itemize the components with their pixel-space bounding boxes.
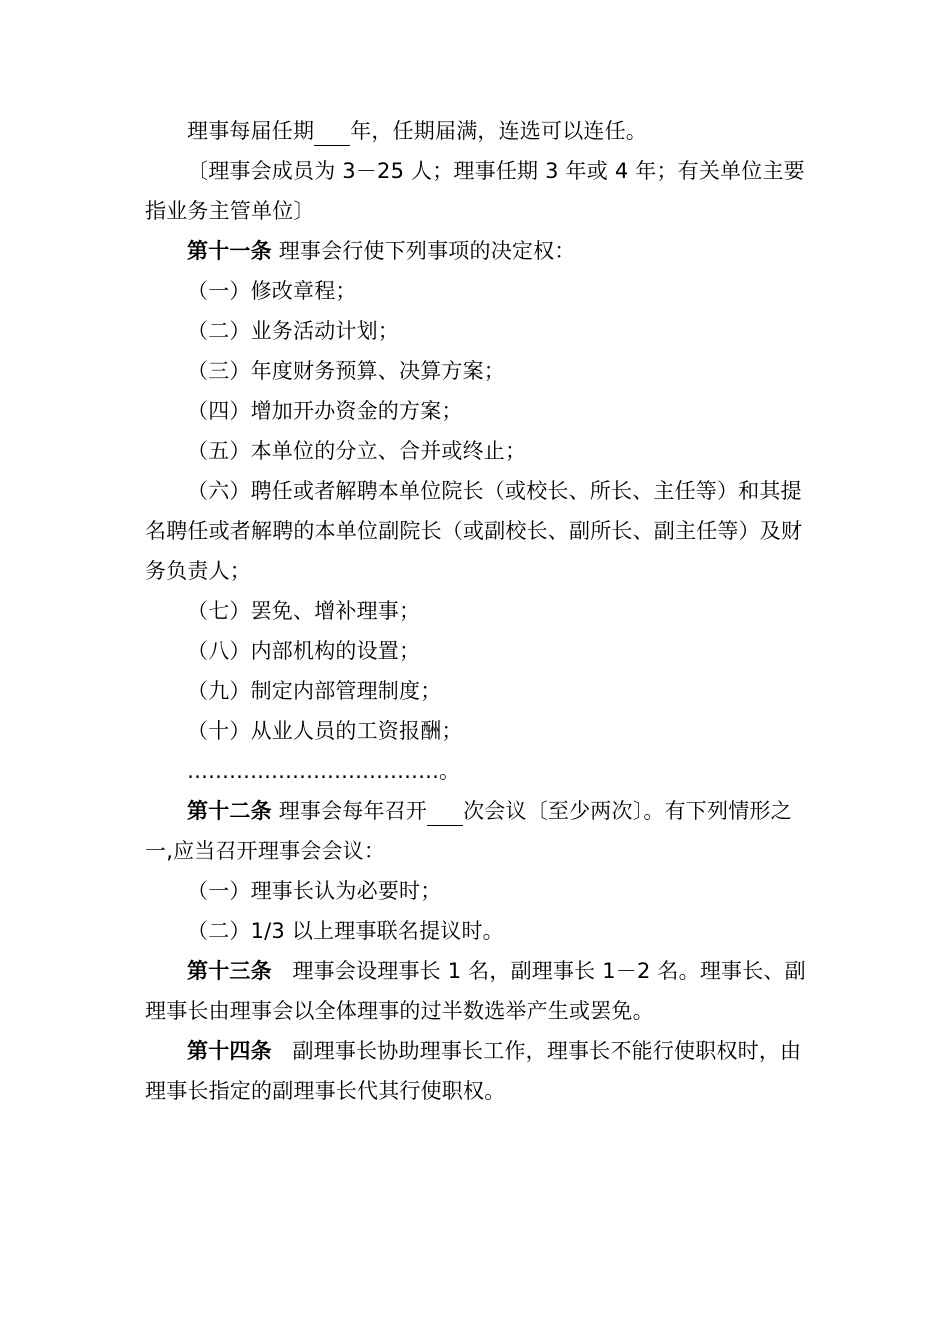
term-blank xyxy=(314,119,350,146)
article-13-heading: 第十三条 xyxy=(187,959,272,983)
article-12-paragraph xyxy=(145,791,815,871)
article-14-paragraph xyxy=(145,1031,815,1111)
article-13-text: 理事会设理事长 1 名，副理事长 1－2 名。理事长、副理事长由理事会以全体理事的过半数选举产生或罢免。 xyxy=(145,959,806,1023)
article-13-paragraph xyxy=(145,951,815,1031)
article-14-heading: 第十四条 xyxy=(187,1039,272,1063)
article-11-paragraph xyxy=(145,231,815,271)
article-12-heading: 第十二条 xyxy=(187,799,272,823)
article-11-item: （四）增加开办资金的方案； xyxy=(187,399,463,423)
term-paragraph xyxy=(145,111,815,151)
article-11-item: （五）本单位的分立、合并或终止； xyxy=(187,439,527,463)
article-12-item: （一）理事长认为必要时； xyxy=(187,879,442,903)
article-11-item: （六）聘任或者解聘本单位院长（或校长、所长、主任等）和其提名聘任或者解聘的本单位副院长（或副校长、副所长、副主任等）及财务负责人； xyxy=(145,479,803,583)
article-12-blank xyxy=(427,799,463,826)
note-paragraph: 〔理事会成员为 3－25 人；理事任期 3 年或 4 年；有关单位主要指业务主管单位〕 xyxy=(145,159,805,223)
article-11-item: （九）制定内部管理制度； xyxy=(187,679,442,703)
article-14-text: 副理事长协助理事长工作，理事长不能行使职权时，由理事长指定的副理事长代其行使职权。 xyxy=(145,1039,802,1103)
article-11-item: （三）年度财务预算、决算方案； xyxy=(187,359,505,383)
article-11-item: （八）内部机构的设置； xyxy=(187,639,421,663)
article-12-text-b: 次会议〔至少两次〕。有下列情形之一,应当召开理事会会议： xyxy=(145,799,792,863)
article-12-item: （二）1/3 以上理事联名提议时。 xyxy=(187,919,504,943)
article-11-heading: 第十一条 xyxy=(187,239,272,263)
article-11-item: （一）修改章程； xyxy=(187,279,357,303)
article-11-item: （二）业务活动计划； xyxy=(187,319,399,343)
article-11-item: （十）从业人员的工资报酬； xyxy=(187,719,463,743)
term-text-b: 年，任期届满，连选可以连任。 xyxy=(350,119,648,143)
article-11-text: 理事会行使下列事项的决定权： xyxy=(278,239,576,263)
ellipsis-line: ………………………………。 xyxy=(187,759,460,783)
article-12-text-a: 理事会每年召开 xyxy=(278,799,428,823)
document-body xyxy=(145,111,815,1111)
term-text-a: 理事每届任期 xyxy=(187,119,315,143)
article-11-item: （七）罢免、增补理事； xyxy=(187,599,421,623)
